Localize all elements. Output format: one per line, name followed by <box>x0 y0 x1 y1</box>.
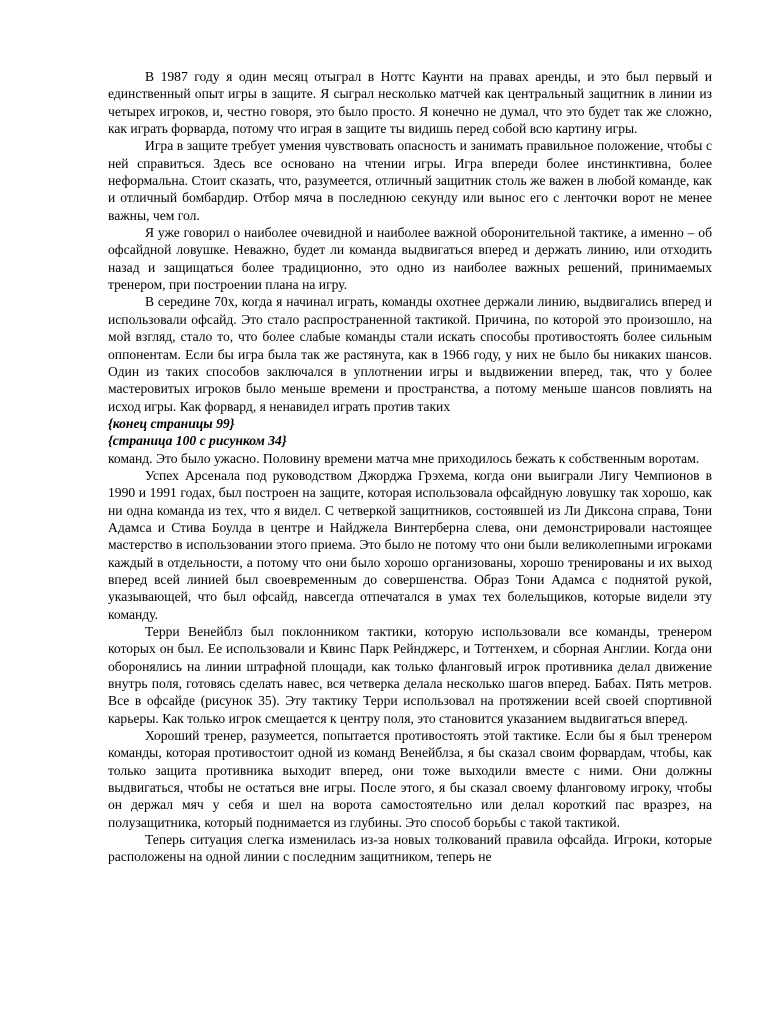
paragraph: Я уже говорил о наиболее очевидной и наиболее важной оборонительной тактике, а именно – об офсайдной ловушке. Неважно, будет ли команда выдвигаться вперед и держать линию, или отходить назад и защищаться более традиционно, это одно из наиболее важных решений, принимаемых тренером, при построении плана на игру. <box>108 225 712 293</box>
paragraph: Хороший тренер, разумеется, попытается противостоять этой тактике. Если бы я был тренером команды, которая противостоит одной из команд Венейблза, я бы сказал своим форвардам, чтобы, как только защита противника выходит вперед, они тоже выходили вместе с ними. Они должны выдвигаться, чтобы не остаться вне игры. После этого, я бы сказал своему фланговому игроку, чтобы он держал мяч у себя и шел на ворота самостоятельно или делал короткий пас вразрез, на полузащитника, который поднимается из глубины. Это способ борьбы с такой тактикой. <box>108 728 712 830</box>
paragraph: В 1987 году я один месяц отыграл в Ноттс Каунти на правах аренды, и это был первый и единственный опыт игры в защите. Я сыграл несколько матчей как центральный защитник в линии из четырех игроков, и, честно говоря, это было просто. Я конечно не думал, что это будет так же сложно, как играть форварда, потому что играя в защите ты видишь перед собой всю картину игры. <box>108 69 712 137</box>
page-start-marker: {страница 100 с рисунком 34} <box>108 433 287 449</box>
page-end-marker: {конец страницы 99} <box>108 415 235 431</box>
paragraph: Терри Венейблз был поклонником тактики, которую использовали все команды, тренером которых он был. Ее использовали и Квинс Парк Рейнджерс, и Тоттенхем, и сборная Англии. Когда они оборонялись на линии штрафной площади, как только фланговый игрок противника делал движение внутрь поля, готовясь сделать навес, вся четверка делала несколько шагов вперед. Бабах. Пять метров. Все в офсайде (рисунок 35). Эту тактику Терри использовал на протяжении всей своей спортивной карьеры. Как только игрок смещается к центру поля, это становится указанием выдвигаться вперед. <box>108 624 712 726</box>
paragraph: Игра в защите требует умения чувствовать опасность и занимать правильное положение, чтобы с ней справиться. Здесь все основано на чтении игры. Игра впереди более инстинктивна, более неформальна. Стоит сказать, что, разумеется, отличный защитник столь же важен в любой команде, как и отличный бомбардир. Отбор мяча в последнюю секунду или вынос его с ленточки ворот не менее важны, чем гол. <box>108 138 712 223</box>
document-page <box>108 68 712 866</box>
paragraph-continuation: команд. Это было ужасно. Половину времени матча мне приходилось бежать к собственным воротам. <box>108 450 700 466</box>
paragraph: Успех Арсенала под руководством Джорджа Грэхема, когда они выиграли Лигу Чемпионов в 1990 и 1991 годах, был построен на защите, которая использовала офсайдную ловушку так хорошо, как ни одна команда из тех, что я видел. С четверкой защитников, состоявшей из Ли Диксона справа, Тони Адамса и Стива Боулда в центре и Найджела Винтерберна слева, они демонстрировали настоящее мастерство в использовании этого приема. Это было не потому что они были великолепными игроками каждый в отдельности, а потому что они было хорошо организованы, хорошо тренированы и их выход вперед всей линией был своевременным до совершенства. Образ Тони Адамса с поднятой рукой, указывающей, что был офсайд, навсегда отпечатался в умах тех болельщиков, которые видели эту команду. <box>108 467 712 622</box>
paragraph: В середине 70х, когда я начинал играть, команды охотнее держали линию, выдвигались вперед и использовали офсайд. Это стало распространенной тактикой. Причина, по которой это произошло, на мой взгляд, стало то, что более слабые команды стали искать способы противостоять более сильным оппонентам. Если бы игра была так же растянута, как в 1966 году, у них не было бы никаких шансов. Один из таких способов заключался в уплотнении игры и выдвижении вперед, так, что у более мастеровитых игроков было меньше времени и пространства, а потому меньше шансов повлиять на исход игры. Как форвард, я ненавидел играть против таких <box>108 294 712 414</box>
paragraph: Теперь ситуация слегка изменилась из-за новых толкований правила офсайда. Игроки, которые расположены на одной линии с последним защитником, теперь не <box>108 832 712 865</box>
